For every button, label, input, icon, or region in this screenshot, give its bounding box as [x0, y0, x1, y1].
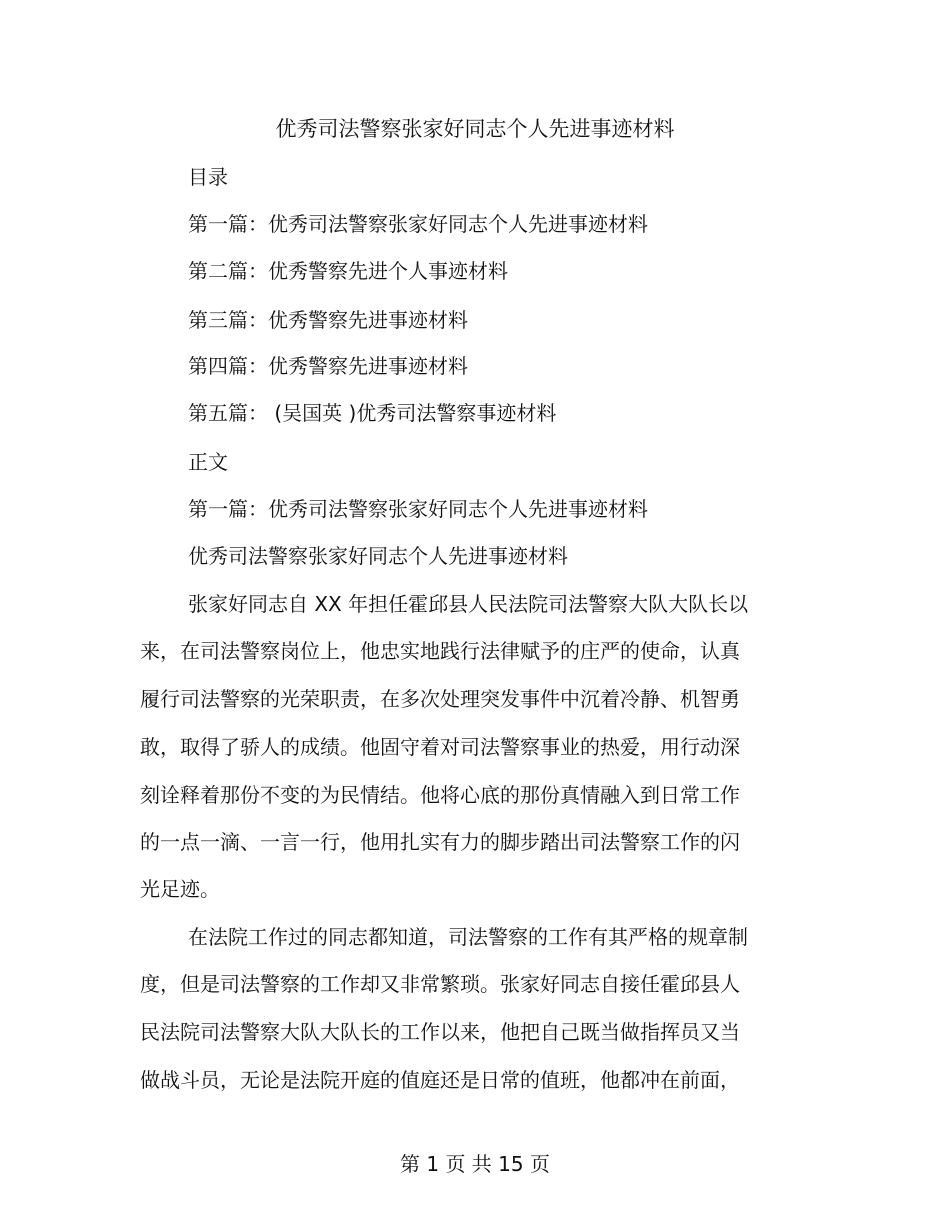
page-number-footer: 第 1 页 共 15 页 [400, 1152, 550, 1176]
toc-item-4: 第四篇：优秀警察先进事迹材料 [188, 354, 468, 378]
toc-item-1: 第一篇：优秀司法警察张家好同志个人先进事迹材料 [188, 212, 648, 236]
paragraph-1-line: 刻诠释着那份不变的为民情结。他将心底的那份真情融入到日常工作 [140, 783, 740, 807]
section-heading: 第一篇：优秀司法警察张家好同志个人先进事迹材料 [188, 497, 648, 521]
paragraph-2-line: 在法院工作过的同志都知道，司法警察的工作有其严格的规章制 [188, 925, 748, 949]
toc-item-5: 第五篇： (吴国英 )优秀司法警察事迹材料 [188, 401, 557, 425]
paragraph-1-line: 光足迹。 [140, 877, 220, 901]
paragraph-1-line: 张家好同志自 XX 年担任霍邱县人民法院司法警察大队大队长以 [188, 592, 749, 616]
paragraph-1-line: 履行司法警察的光荣职责，在多次处理突发事件中沉着冷静、机智勇 [140, 687, 740, 711]
paragraph-2-line: 做战斗员，无论是法院开庭的值庭还是日常的值班，他都冲在前面， [140, 1068, 740, 1092]
toc-item-3: 第三篇：优秀警察先进事迹材料 [188, 308, 468, 332]
paragraph-1-line: 敢，取得了骄人的成绩。他固守着对司法警察事业的热爱，用行动深 [140, 735, 740, 759]
document-title: 优秀司法警察张家好同志个人先进事迹材料 [275, 117, 675, 141]
body-heading: 正文 [188, 450, 228, 474]
paragraph-1-line: 来，在司法警察岗位上，他忠实地践行法律赋予的庄严的使命，认真 [140, 639, 740, 663]
section-subtitle: 优秀司法警察张家好同志个人先进事迹材料 [188, 544, 568, 568]
paragraph-2-line: 民法院司法警察大队大队长的工作以来，他把自己既当做指挥员又当 [140, 1020, 740, 1044]
paragraph-2-line: 度，但是司法警察的工作却又非常繁琐。张家好同志自接任霍邱县人 [140, 972, 740, 996]
paragraph-1-line: 的一点一滴、一言一行，他用扎实有力的脚步踏出司法警察工作的闪 [140, 830, 740, 854]
toc-heading: 目录 [188, 165, 228, 189]
toc-item-2: 第二篇：优秀警察先进个人事迹材料 [188, 259, 508, 283]
